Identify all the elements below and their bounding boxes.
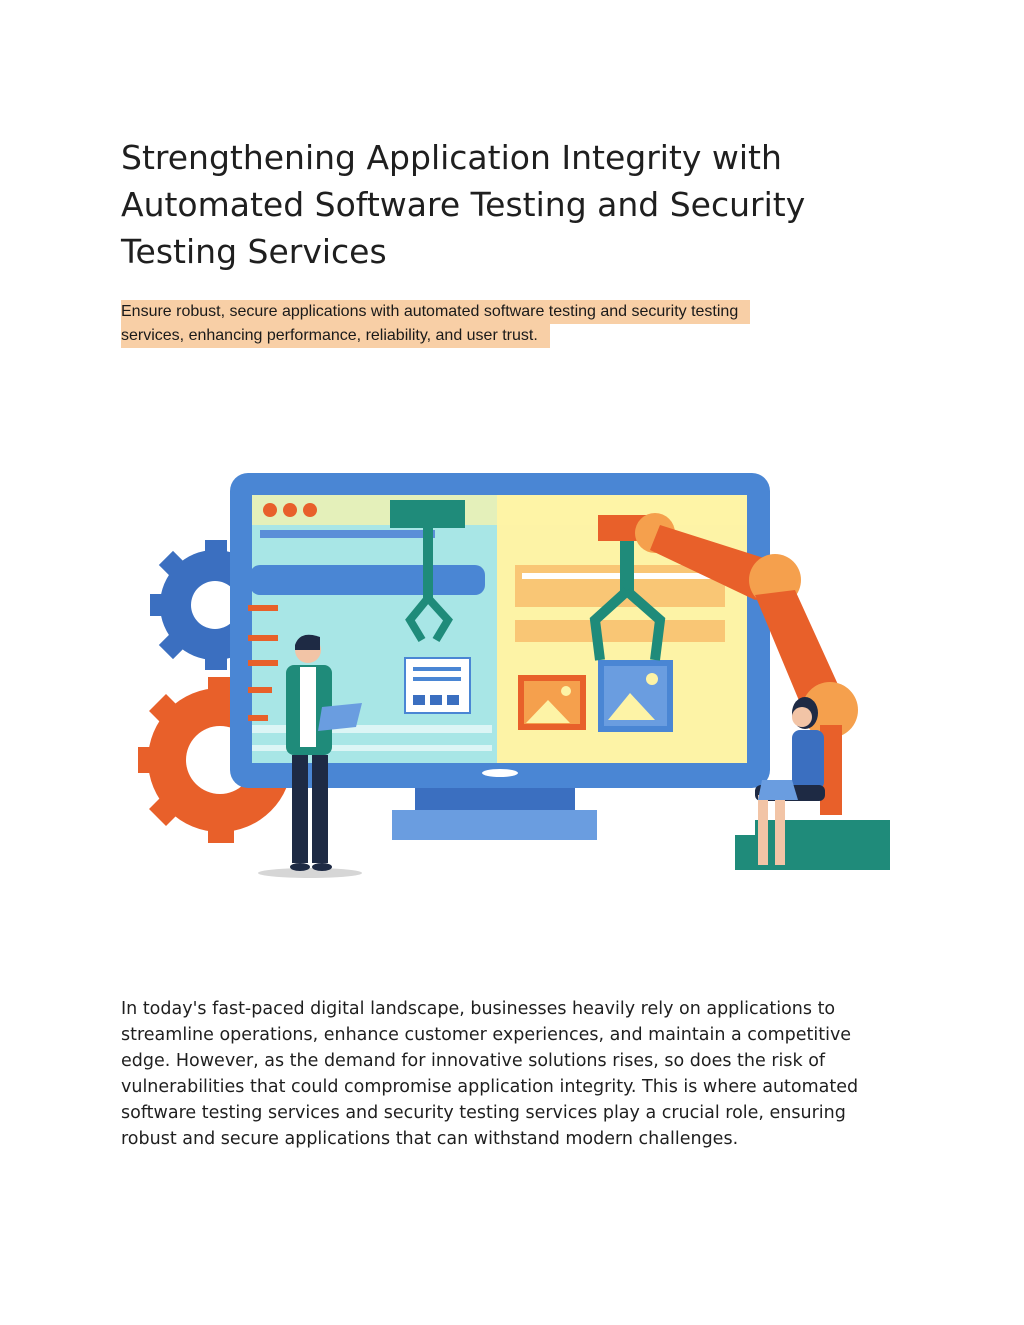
image-icon: [518, 675, 586, 730]
document-card: [405, 658, 470, 713]
title-line: Testing Services: [121, 232, 387, 271]
monitor-stand: [392, 785, 597, 840]
title-line: Strengthening Application Integrity with: [121, 138, 782, 177]
title-line: Automated Software Testing and Security: [121, 185, 806, 224]
summary-line: Ensure robust, secure applications with automated software testing and security testing: [121, 300, 750, 324]
testing-illustration: [130, 455, 900, 885]
body-line: robust and secure applications that can withstand modern challenges.: [121, 1129, 739, 1149]
highlighted-summary: [121, 300, 841, 348]
body-line: software testing services and security testing services play a crucial role, ensuring: [121, 1103, 846, 1123]
body-line: streamline operations, enhance customer experiences, and maintain a competitive: [121, 1025, 852, 1045]
summary-line: services, enhancing performance, reliability, and user trust.: [121, 324, 550, 348]
body-line: vulnerabilities that could compromise application integrity. This is where automated: [121, 1077, 859, 1097]
image-icon: [598, 660, 673, 732]
body-paragraph: [121, 996, 911, 1152]
body-line: edge. However, as the demand for innovative solutions rises, so does the risk of: [121, 1051, 826, 1071]
page-title: [121, 134, 901, 275]
body-line: In today's fast-paced digital landscape, businesses heavily rely on applications to: [121, 999, 836, 1019]
